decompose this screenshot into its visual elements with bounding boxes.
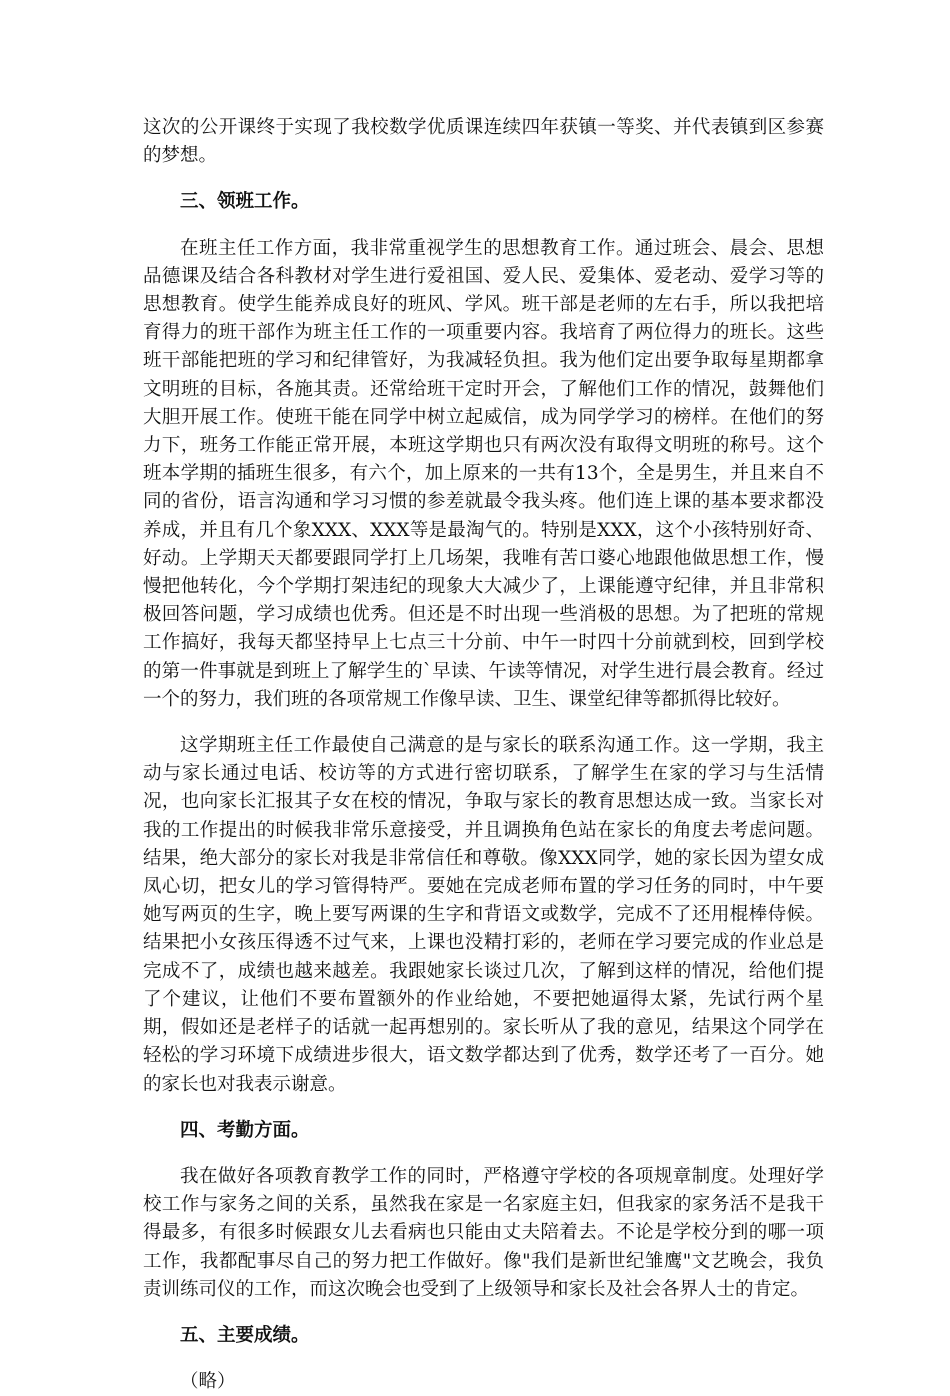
section-heading: 五、主要成绩。: [180, 1324, 310, 1346]
section-heading: 三、领班工作。: [180, 191, 310, 213]
section-heading: 四、考勤方面。: [180, 1119, 310, 1141]
body-paragraph: 这次的公开课终于实现了我校数学优质课连续四年获镇一等奖、并代表镇到区参赛的梦想。: [143, 117, 824, 167]
body-paragraph: 这学期班主任工作最使自己满意的是与家长的联系沟通工作。这一学期，我主动与家长通过电话、校访等的方式进行密切联系，了解学生在家的学习与生活情况，也向家长汇报其子女在校的情况，争取与家长的教育思想达成一致。当家长对我的工作提出的时候我非常乐意接受，并且调换角色站在家长的角度去考虑问题。结果，绝大部分的家长对我是非常信任和尊敬。像XXX同学，她的家长因为望女成凤心切，把女儿的学习管得特严。要她在完成老师布置的学习任务的同时，中午要她写两页的生字，晚上要写两课的生字和背语文或数学，完成不了还用棍棒侍候。结果把小女孩压得透不过气来，上课也没精打彩的，老师在学习要完成的作业总是完成不了，成绩也越来越差。我跟她家长谈过几次，了解到这样的情况，给他们提了个建议，让他们不要布置额外的作业给她，不要把她逼得太紧，先试行两个星期，假如还是老样子的话就一起再想别的。家长听从了我的意见，结果这个同学在轻松的学习环境下成绩进步很大，语文数学都达到了优秀，数学还考了一百分。她的家长也对我表示谢意。: [143, 735, 824, 1095]
note-text: （略）: [180, 1371, 236, 1393]
body-paragraph: 在班主任工作方面，我非常重视学生的思想教育工作。通过班会、晨会、思想品德课及结合各科教材对学生进行爱祖国、爱人民、爱集体、爱老动、爱学习等的思想教育。使学生能养成良好的班风、学风。班干部是老师的左右手，所以我把培育得力的班干部作为班主任工作的一项重要内容。我培育了两位得力的班长。这些班干部能把班的学习和纪律管好，为我减轻负担。我为他们定出要争取每星期都拿文明班的目标，各施其责。还常给班干定时开会，了解他们工作的情况，鼓舞他们大胆开展工作。使班干能在同学中树立起威信，成为同学学习的榜样。在他们的努力下，班务工作能正常开展，本班这学期也只有两次没有取得文明班的称号。这个班本学期的插班生很多，有六个，加上原来的一共有13个，全是男生，并且来自不同的省份，语言沟通和学习习惯的参差就最令我头疼。他们连上课的基本要求都没养成，并且有几个象XXX、XXX等是最淘气的。特别是XXX，这个小孩特别好奇、好动。上学期天天都要跟同学打上几场架，我唯有苦口婆心地跟他做思想工作，慢慢把他转化，今个学期打架违纪的现象大大减少了，上课能遵守纪律，并且非常积极回答问题，学习成绩也优秀。但还是不时出现一些消极的思想。为了把班的常规工作搞好，我每天都坚持早上七点三十分前、中午一时四十分前就到校，回到学校的第一件事就是到班上了解学生的`早读、午读等情况，对学生进行晨会教育。经过一个的努力，我们班的各项常规工作像早读、卫生、课堂纪律等都抓得比较好。: [143, 237, 824, 710]
body-paragraph: 我在做好各项教育教学工作的同时，严格遵守学校的各项规章制度。处理好学校工作与家务之间的关系，虽然我在家是一名家庭主妇，但我家的家务活不是我干得最多，有很多时候跟女儿去看病也只能由丈夫陪着去。不论是学校分到的哪一项工作，我都配事尽自己的努力把工作做好。像"我们是新世纪雏鹰"文艺晚会，我负责训练司仪的工作，而这次晚会也受到了上级领导和家长及社会各界人士的肯定。: [143, 1165, 824, 1300]
